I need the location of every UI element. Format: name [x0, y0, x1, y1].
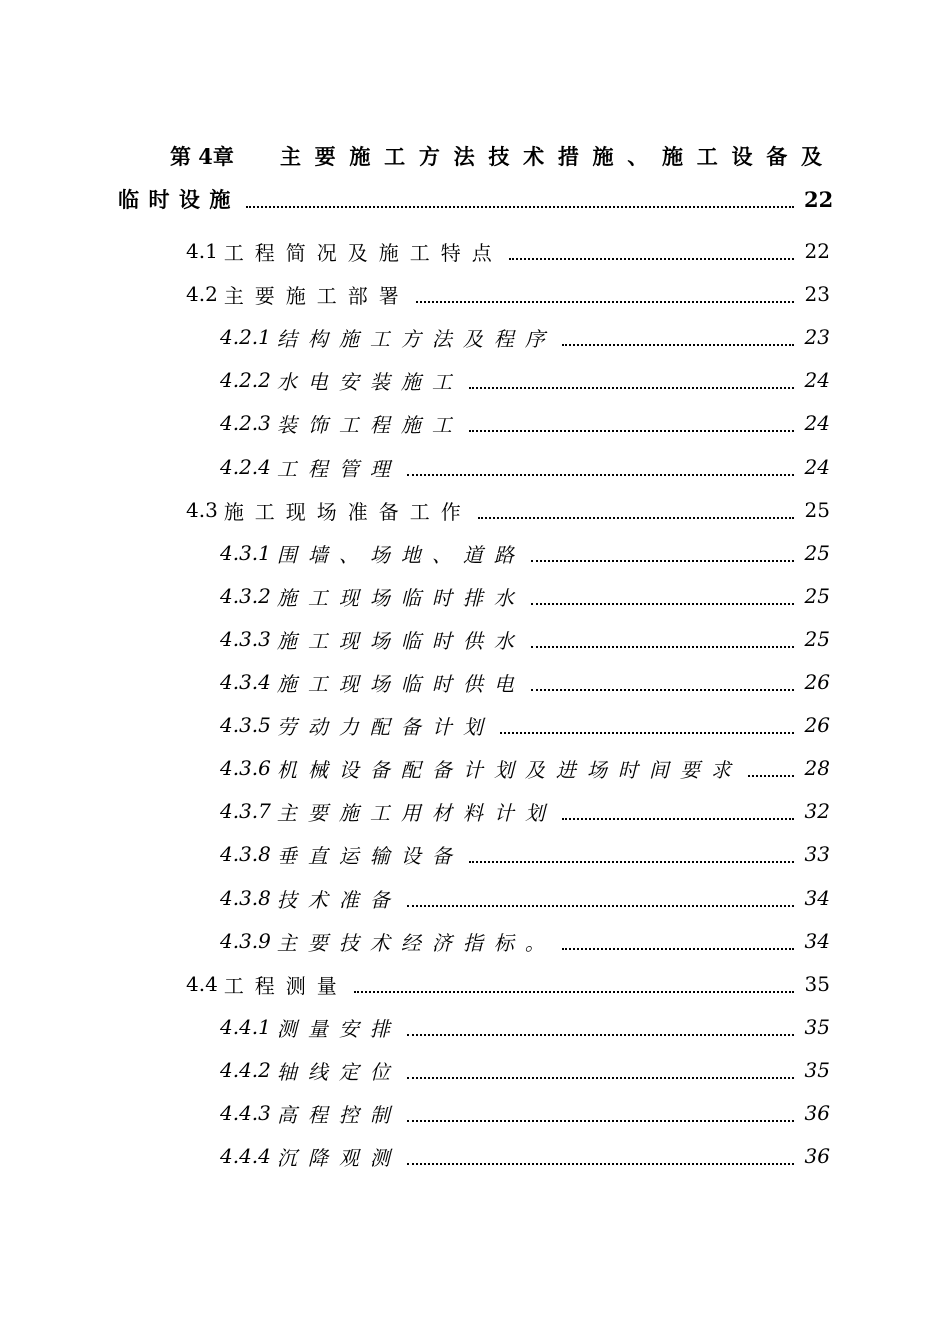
dot-leader — [562, 948, 794, 950]
toc-entry-title: 主要施工用材料计划 — [276, 800, 556, 825]
toc-entry-page-number: 36 — [804, 1101, 830, 1125]
toc-entry-number: 4.3.8 — [220, 842, 271, 866]
toc-entry[interactable] — [220, 1098, 830, 1128]
toc-entry[interactable] — [220, 408, 830, 438]
toc-entry-title: 施工现场准备工作 — [223, 499, 472, 524]
toc-entry[interactable] — [220, 796, 830, 826]
toc-entry-page-number: 25 — [804, 498, 830, 522]
toc-entry-title: 垂直运输设备 — [276, 843, 463, 868]
dot-leader — [562, 818, 794, 820]
toc-entry[interactable] — [220, 581, 830, 611]
toc-entry[interactable] — [220, 883, 830, 913]
toc-entry-page-number: 23 — [804, 282, 830, 306]
dot-leader — [509, 258, 794, 260]
toc-entry-page-number: 32 — [804, 799, 830, 823]
toc-entry[interactable] — [220, 322, 830, 352]
toc-entry-title: 工程测量 — [223, 973, 348, 998]
toc-entry-number: 4.3.7 — [220, 799, 271, 823]
chapter-title-char: 施 — [349, 144, 371, 169]
toc-entry[interactable] — [220, 753, 830, 783]
toc-entry-number: 4.4.1 — [220, 1015, 271, 1039]
chapter-title-char: 备 — [766, 144, 788, 169]
toc-entry-title: 施工现场临时排水 — [276, 585, 525, 610]
toc-entry-number: 4.3.9 — [220, 929, 271, 953]
toc-entry-title: 结构施工方法及程序 — [276, 326, 556, 351]
toc-entry[interactable] — [220, 1055, 830, 1085]
chapter-title-line1 — [280, 141, 822, 171]
toc-entry-number: 4.4.2 — [220, 1058, 271, 1082]
chapter-title-char: 术 — [523, 144, 545, 169]
dot-leader — [531, 646, 794, 648]
toc-entry-title: 技术准备 — [276, 887, 401, 912]
toc-entry-title: 高程控制 — [276, 1102, 401, 1127]
chapter-title-char: 法 — [453, 144, 475, 169]
toc-chapter-heading-continued[interactable] — [118, 183, 834, 215]
toc-entry-number: 4.3.4 — [220, 670, 271, 694]
toc-entry-title: 轴线定位 — [276, 1059, 401, 1084]
toc-entry-page-number: 22 — [804, 239, 830, 263]
toc-entry-title: 施工现场临时供电 — [276, 671, 525, 696]
dot-leader — [246, 206, 794, 208]
toc-entry-page-number: 35 — [804, 1015, 830, 1039]
toc-entry-number: 4.4.3 — [220, 1101, 271, 1125]
toc-entry-number: 4.4.4 — [220, 1144, 271, 1168]
toc-entry-number: 4.1 — [186, 239, 218, 263]
toc-entry-number: 4.2.2 — [220, 368, 271, 392]
dot-leader — [531, 603, 794, 605]
toc-entry-number: 4.2.3 — [220, 411, 271, 435]
toc-entry[interactable] — [220, 1012, 830, 1042]
dot-leader — [531, 560, 794, 562]
chapter-title-char: 方 — [418, 144, 440, 169]
toc-entry-number: 4.3.6 — [220, 756, 271, 780]
toc-entry-page-number: 25 — [804, 584, 830, 608]
toc-entry[interactable] — [220, 1141, 830, 1171]
dot-leader — [500, 732, 794, 734]
dot-leader — [478, 517, 794, 519]
dot-leader — [469, 861, 794, 863]
toc-entry-page-number: 26 — [804, 713, 830, 737]
chapter-title-char: 施 — [592, 144, 614, 169]
toc-entry-page-number: 26 — [804, 670, 830, 694]
toc-entry-page-number: 24 — [804, 368, 830, 392]
toc-entry-title: 围墙、场地、道路 — [276, 542, 525, 567]
toc-entry-title: 工程简况及施工特点 — [223, 240, 503, 265]
toc-entry-number: 4.3.1 — [220, 541, 271, 565]
toc-entry[interactable] — [220, 538, 830, 568]
toc-entry-number: 4.2 — [186, 282, 218, 306]
dot-leader — [407, 1163, 794, 1165]
chapter-title-char: 及 — [800, 144, 822, 169]
toc-entry-page-number: 28 — [804, 756, 830, 780]
dot-leader — [407, 1034, 794, 1036]
toc-entry[interactable] — [186, 236, 830, 266]
dot-leader — [469, 430, 794, 432]
toc-entry[interactable] — [186, 969, 830, 999]
toc-entry-page-number: 34 — [804, 929, 830, 953]
toc-entry-title: 施工现场临时供水 — [276, 628, 525, 653]
toc-entry-title: 测量安排 — [276, 1016, 401, 1041]
chapter-title-char: 设 — [731, 144, 753, 169]
chapter-title-char: 施 — [662, 144, 684, 169]
chapter-title-char: 工 — [384, 144, 406, 169]
toc-entry-page-number: 36 — [804, 1144, 830, 1168]
chapter-number: 第 4章 — [170, 144, 234, 169]
toc-entry-title: 沉降观测 — [276, 1145, 401, 1170]
toc-entry[interactable] — [220, 839, 830, 869]
dot-leader — [407, 1120, 794, 1122]
toc-entry-number: 4.3 — [186, 498, 218, 522]
toc-entry-page-number: 23 — [804, 325, 830, 349]
chapter-title-char: 要 — [314, 144, 336, 169]
chapter-title-char: 主 — [279, 144, 301, 169]
toc-entry[interactable] — [220, 624, 830, 654]
dot-leader — [407, 1077, 794, 1079]
dot-leader — [416, 301, 794, 303]
toc-entry[interactable] — [220, 667, 830, 697]
toc-entry-title: 主要技术经济指标。 — [276, 930, 556, 955]
toc-entry-number: 4.2.1 — [220, 325, 271, 349]
dot-leader — [748, 775, 794, 777]
toc-entry[interactable] — [186, 495, 830, 525]
dot-leader — [469, 387, 794, 389]
dot-leader — [407, 474, 794, 476]
toc-entry-number: 4.3.5 — [220, 713, 271, 737]
chapter-page-number: 22 — [804, 186, 834, 212]
dot-leader — [407, 905, 794, 907]
dot-leader — [531, 689, 794, 691]
toc-entry-title: 劳动力配备计划 — [276, 714, 494, 739]
toc-entry-page-number: 35 — [804, 972, 830, 996]
chapter-title-line2: 临时设施 — [118, 187, 240, 212]
toc-entry-number: 4.3.8 — [220, 886, 271, 910]
toc-entry[interactable] — [220, 452, 830, 482]
dot-leader — [354, 991, 794, 993]
toc-entry-number: 4.3.2 — [220, 584, 271, 608]
toc-entry[interactable] — [186, 279, 830, 309]
toc-entry-title: 水电安装施工 — [276, 369, 463, 394]
toc-entry-number: 4.4 — [186, 972, 218, 996]
toc-entry-page-number: 25 — [804, 627, 830, 651]
toc-entry-title: 装饰工程施工 — [276, 412, 463, 437]
toc-entry-title: 机械设备配备计划及进场时间要求 — [276, 757, 742, 782]
toc-entry-page-number: 33 — [804, 842, 830, 866]
toc-entry-title: 工程管理 — [276, 456, 401, 481]
toc-entry-page-number: 24 — [804, 455, 830, 479]
toc-entry-page-number: 24 — [804, 411, 830, 435]
toc-entry-number: 4.2.4 — [220, 455, 271, 479]
dot-leader — [562, 344, 794, 346]
chapter-title-char: 措 — [557, 144, 579, 169]
chapter-title-char: 技 — [488, 144, 510, 169]
toc-entry[interactable] — [220, 926, 830, 956]
chapter-title-char: 工 — [696, 144, 718, 169]
chapter-title-char: 、 — [627, 144, 649, 169]
toc-entry-title: 主要施工部署 — [223, 283, 410, 308]
toc-chapter-heading[interactable] — [170, 140, 822, 172]
toc-entry[interactable] — [220, 365, 830, 395]
toc-entry[interactable] — [220, 710, 830, 740]
toc-entry-page-number: 35 — [804, 1058, 830, 1082]
toc-entry-page-number: 34 — [804, 886, 830, 910]
toc-entry-page-number: 25 — [804, 541, 830, 565]
toc-entry-number: 4.3.3 — [220, 627, 271, 651]
